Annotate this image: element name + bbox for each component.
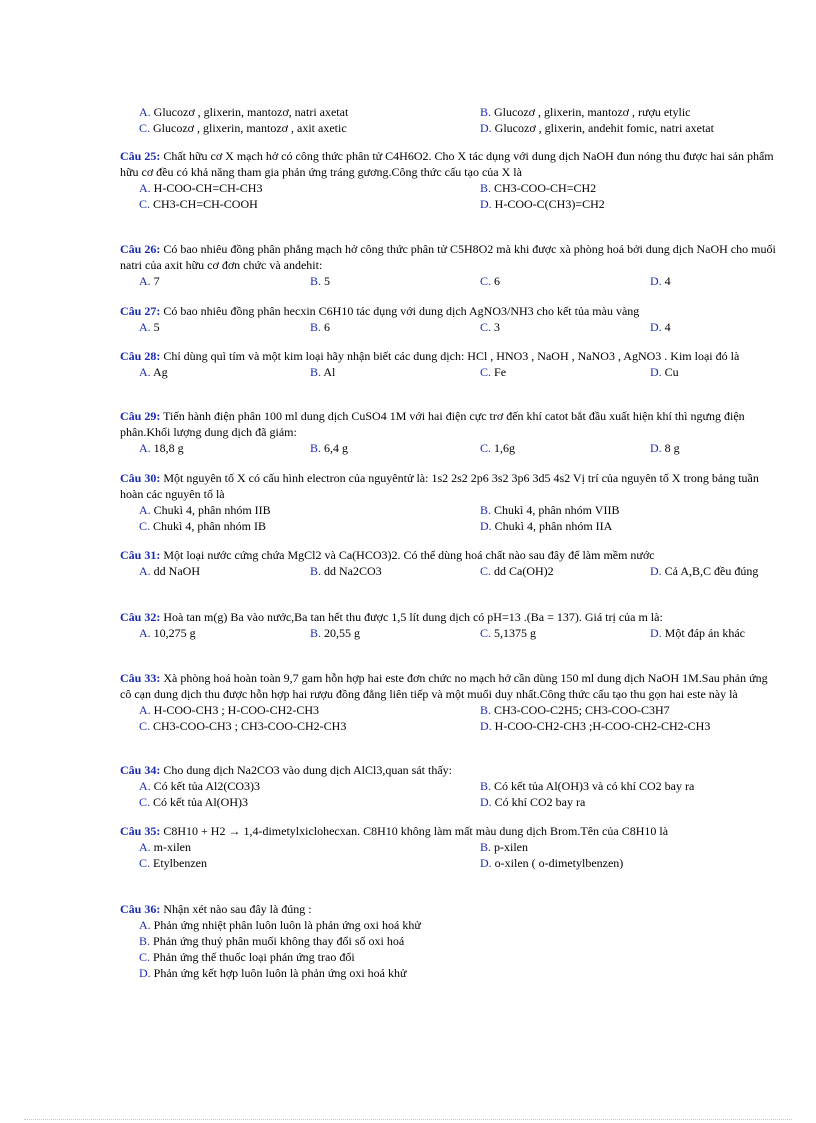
question-31 xyxy=(120,547,780,579)
question-label: Câu 33: xyxy=(120,671,161,685)
option-c[interactable]: C. 6 xyxy=(480,274,501,288)
option-c[interactable]: C. Etylbenzen xyxy=(139,856,207,870)
question-stem xyxy=(120,823,780,839)
option-c[interactable]: C. Fe xyxy=(480,365,507,379)
option-a[interactable]: A. Ag xyxy=(139,365,168,379)
option-a[interactable]: A. 18,8 g xyxy=(139,441,184,455)
question-28 xyxy=(120,348,780,380)
option-a[interactable]: A. Có kết tủa Al2(CO3)3 xyxy=(139,779,260,793)
options-row xyxy=(120,180,780,196)
option-c[interactable]: C. CH3-CH=CH-COOH xyxy=(139,197,258,211)
options-row xyxy=(120,625,780,641)
question-text: Cho dung dịch Na2CO3 vào dung dịch AlCl3,quan sát thấy: xyxy=(163,763,452,777)
question-text: Có bao nhiêu đồng phân hecxin C6H10 tác dụng với dung dịch AgNO3/NH3 cho kết tủa màu vàng xyxy=(163,304,640,318)
question-stem xyxy=(120,241,780,273)
option-c[interactable]: C. CH3-COO-CH3 ; CH3-COO-CH2-CH3 xyxy=(139,719,347,733)
question-text: Nhận xét nào sau đây là đúng : xyxy=(163,902,312,916)
option-d[interactable]: D. Cả A,B,C đều đúng xyxy=(650,564,759,578)
question-24 xyxy=(120,104,780,136)
option-a[interactable]: A. H-COO-CH=CH-CH3 xyxy=(139,181,263,195)
question-text: Có bao nhiêu đồng phân phẳng mạch hở công thức phân tử C5H8O2 mà khi được xà phòng hoá bởi dung dịch NaOH cho muối natri của axit hữu cơ đơn chức và andehit: xyxy=(120,242,776,272)
question-label: Câu 30: xyxy=(120,471,161,485)
question-text: Hoà tan m(g) Ba vào nước,Ba tan hết thu được 1,5 lít dung dịch có pH=13 .(Ba = 137). Giá trị của m là: xyxy=(163,610,663,624)
question-label: Câu 34: xyxy=(120,763,161,777)
question-stem xyxy=(120,470,780,502)
option-c[interactable]: C. Chukì 4, phân nhóm IB xyxy=(139,519,267,533)
option-c[interactable]: C. 1,6g xyxy=(480,441,516,455)
question-32 xyxy=(120,609,780,641)
question-stem xyxy=(120,348,780,364)
question-35 xyxy=(120,823,780,871)
option-d[interactable]: D. 4 xyxy=(650,274,671,288)
options-row xyxy=(120,196,780,212)
option-d[interactable]: D. Có khí CO2 bay ra xyxy=(480,795,586,809)
option-a[interactable]: A. Glucozơ , glixerin, mantozơ, natri axetat xyxy=(139,105,349,119)
question-29 xyxy=(120,408,780,456)
option-d[interactable]: D. 8 g xyxy=(650,441,680,455)
question-text: Xà phòng hoá hoàn toàn 9,7 gam hỗn hợp hai este đơn chức no mạch hở cần dùng 150 ml dung dịch NaOH 1M.Sau phản ứng cô cạn dung dịch thu được hỗn hợp hai rượu đồng đẳng liên tiếp và một muối duy nhất.Công thức cấu tạo thu gọn hai este này là xyxy=(120,671,768,701)
option-b[interactable]: B. Al xyxy=(310,365,336,379)
option-b[interactable]: B. CH3-COO-CH=CH2 xyxy=(480,181,597,195)
question-34 xyxy=(120,762,780,810)
question-label: Câu 36: xyxy=(120,902,161,916)
question-text: C8H10 + H2 → 1,4-dimetylxiclohecxan. C8H10 không làm mất màu dung dịch Brom.Tên của C8H10 là xyxy=(163,824,669,838)
option-d[interactable]: D. H-COO-C(CH3)=CH2 xyxy=(480,197,605,211)
option-b[interactable]: B. CH3-COO-C2H5; CH3-COO-C3H7 xyxy=(480,703,670,717)
question-label: Câu 31: xyxy=(120,548,161,562)
question-label: Câu 32: xyxy=(120,610,161,624)
question-36 xyxy=(120,901,780,981)
option-a[interactable]: A. 5 xyxy=(139,320,160,334)
option-b[interactable]: B. 5 xyxy=(310,274,331,288)
options-row xyxy=(120,273,780,289)
option-d[interactable]: D. o-xilen ( o-dimetylbenzen) xyxy=(480,856,624,870)
footer-divider xyxy=(24,1119,792,1120)
option-a[interactable]: A. m-xilen xyxy=(139,840,191,854)
question-text: Một loại nước cứng chứa MgCl2 và Ca(HCO3)2. Có thể dùng hoá chất nào sau đây để làm mềm nước xyxy=(163,548,655,562)
option-b[interactable]: B. p-xilen xyxy=(480,840,529,854)
option-a[interactable]: A. Chukì 4, phân nhóm IIB xyxy=(139,503,271,517)
options-row xyxy=(120,778,780,794)
options-row xyxy=(120,718,780,734)
question-stem xyxy=(120,670,780,702)
question-label: Câu 35: xyxy=(120,824,161,838)
option-b[interactable]: B. dd Na2CO3 xyxy=(310,564,382,578)
question-text: Chỉ dùng quì tím và một kim loại hãy nhận biết các dung dịch: HCl , HNO3 , NaOH , NaNO3 , AgNO3 . Kim loại đó là xyxy=(163,349,740,363)
option-d[interactable]: D. Một đáp án khác xyxy=(650,626,745,640)
option-c[interactable]: C. Phản ứng thế thuốc loại phản ứng trao đổi xyxy=(139,950,355,964)
option-c[interactable]: C. Glucozơ , glixerin, mantozơ , axit axetic xyxy=(139,121,347,135)
option-b[interactable]: B. 20,55 g xyxy=(310,626,361,640)
options-row xyxy=(120,563,780,579)
options-row xyxy=(120,319,780,335)
options-row xyxy=(120,104,780,120)
question-stem xyxy=(120,762,780,778)
option-c[interactable]: C. 3 xyxy=(480,320,501,334)
question-stem xyxy=(120,547,780,563)
question-stem xyxy=(120,303,780,319)
question-27 xyxy=(120,303,780,335)
question-text: Tiến hành điện phân 100 ml dung dịch CuSO4 1M với hai điện cực trơ đến khí catot bắt đầu xuất hiện khí thì ngưng điện phân.Khối lượng dung dịch đã giảm: xyxy=(120,409,745,439)
options-row xyxy=(120,120,780,136)
question-label: Câu 28: xyxy=(120,349,161,363)
option-c[interactable]: C. dd Ca(OH)2 xyxy=(480,564,554,578)
option-c[interactable]: C. Có kết tủa Al(OH)3 xyxy=(139,795,249,809)
question-33 xyxy=(120,670,780,734)
option-d[interactable]: D. Phản ứng kết hợp luôn luôn là phản ứng oxi hoá khử xyxy=(139,966,407,980)
option-c[interactable]: C. 5,1375 g xyxy=(480,626,537,640)
options-row xyxy=(120,364,780,380)
question-text: Chất hữu cơ X mạch hở có công thức phân tử C4H6O2. Cho X tác dụng với dung dịch NaOH đun nóng thu được hai sản phẩm hữu cơ đều có khả năng tham gia phản ứng tráng gương.Công thức cấu tạo của X là xyxy=(120,149,774,179)
options-row xyxy=(120,518,780,534)
option-d[interactable]: D. Glucozơ , glixerin, andehit fomic, natri axetat xyxy=(480,121,714,135)
option-b[interactable]: B. Chukì 4, phân nhóm VIIB xyxy=(480,503,620,517)
question-stem xyxy=(120,901,780,917)
options-row xyxy=(120,839,780,855)
question-30 xyxy=(120,470,780,534)
option-a[interactable]: A. Phản ứng nhiệt phân luôn luôn là phản ứng oxi hoá khử xyxy=(139,918,421,932)
question-26 xyxy=(120,241,780,289)
option-d[interactable]: D. Cu xyxy=(650,365,679,379)
question-label: Câu 27: xyxy=(120,304,161,318)
option-d[interactable]: D. Chukì 4, phân nhóm IIA xyxy=(480,519,613,533)
option-b[interactable]: B. 6 xyxy=(310,320,331,334)
option-d[interactable]: D. H-COO-CH2-CH3 ;H-COO-CH2-CH2-CH3 xyxy=(480,719,711,733)
option-b[interactable]: B. Có kết tủa Al(OH)3 và có khí CO2 bay ra xyxy=(480,779,695,793)
option-a[interactable]: A. H-COO-CH3 ; H-COO-CH2-CH3 xyxy=(139,703,319,717)
options-row xyxy=(120,440,780,456)
question-25 xyxy=(120,148,780,212)
options-row xyxy=(120,502,780,518)
question-label: Câu 26: xyxy=(120,242,161,256)
options-row xyxy=(120,702,780,718)
question-text: Một nguyên tố X có cấu hình electron của nguyêntử là: 1s2 2s2 2p6 3s2 3p6 3d5 4s2 Vị trí của nguyên tố X trong bảng tuần hoàn các nguyên tố là xyxy=(120,471,759,501)
option-b[interactable]: B. Glucozơ , glixerin, mantozơ , rượu etylic xyxy=(480,105,691,119)
question-stem xyxy=(120,408,780,440)
option-b[interactable]: B. 6,4 g xyxy=(310,441,349,455)
options-row xyxy=(120,855,780,871)
option-b[interactable]: B. Phản ứng thuỷ phân muối không thay đổi số oxi hoá xyxy=(139,934,405,948)
option-a[interactable]: A. 7 xyxy=(139,274,160,288)
question-label: Câu 25: xyxy=(120,149,161,163)
option-a[interactable]: A. dd NaOH xyxy=(139,564,200,578)
question-label: Câu 29: xyxy=(120,409,161,423)
question-stem xyxy=(120,148,780,180)
option-d[interactable]: D. 4 xyxy=(650,320,671,334)
question-stem xyxy=(120,609,780,625)
option-a[interactable]: A. 10,275 g xyxy=(139,626,196,640)
options-row xyxy=(120,794,780,810)
